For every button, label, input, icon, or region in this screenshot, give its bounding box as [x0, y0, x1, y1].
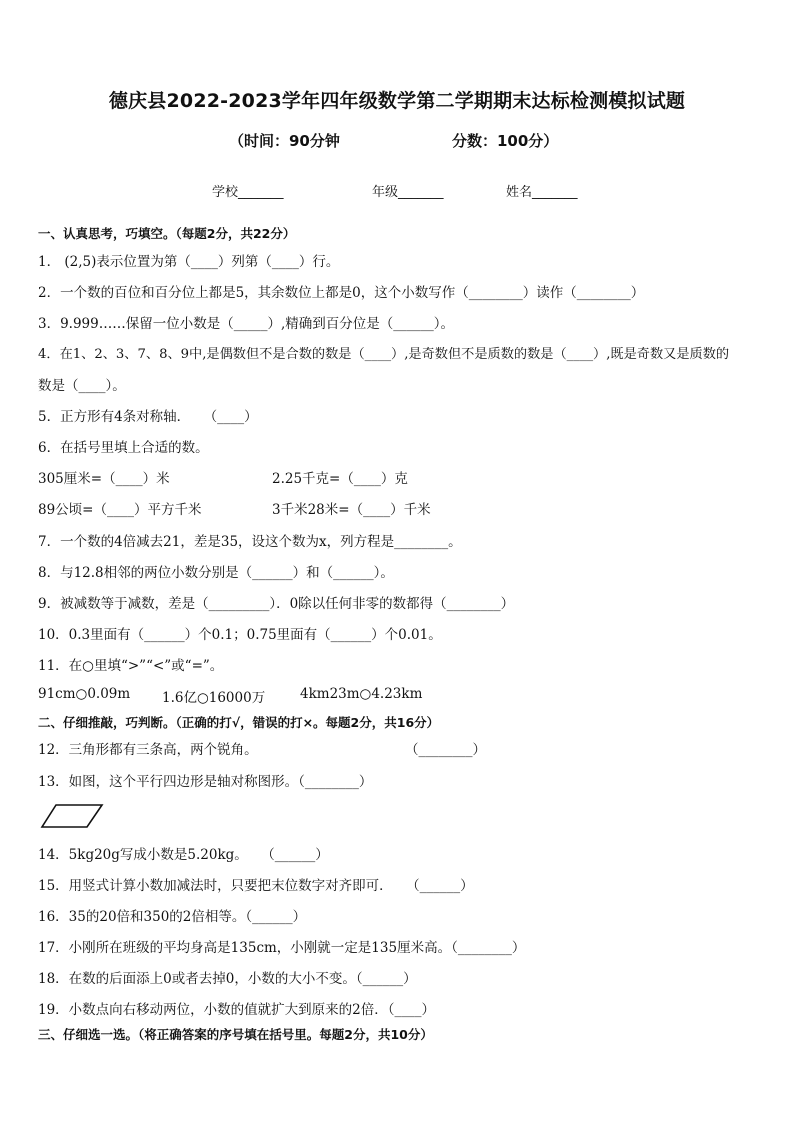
section-3-heading: 三、仔细选一选。（将正确答案的序号填在括号里。每题2分，共10分）	[38, 1027, 433, 1042]
name-field: 姓名_______	[506, 185, 578, 200]
question-4-continued: 数是（____）。	[38, 378, 126, 394]
question-11-part-a: 91cm○0.09m	[38, 686, 131, 702]
question-8: 8．与12.8相邻的两位小数分别是（______）和（______）。	[38, 565, 394, 581]
exam-score: 分数：100分）	[452, 132, 559, 150]
question-6: 6．在括号里填上合适的数。	[38, 440, 209, 456]
question-16: 16．35的20倍和350的2倍相等。（______）	[38, 909, 307, 925]
question-5: 5．正方形有4条对称轴． （____）	[38, 409, 258, 425]
question-11-part-b: 1.6亿○16000万	[162, 690, 266, 706]
question-6-part-d: 3千米28米=（____）千米	[272, 502, 431, 518]
question-17: 17．小刚所在班级的平均身高是135cm，小刚就一定是135厘米高。（________）	[38, 940, 526, 956]
question-4: 4．在1、2、3、7、8、9中,是偶数但不是合数的数是（____）,是奇数但不是质数的数是（____）,既是奇数又是质数的	[38, 347, 730, 362]
parallelogram-figure	[40, 803, 104, 829]
question-13: 13．如图，这个平行四边形是轴对称图形。（________）	[38, 774, 373, 790]
question-6-part-b: 2.25千克=（____）克	[272, 471, 408, 487]
section-2-heading: 二、仔细推敲，巧判断。（正确的打√，错误的打×。每题2分，共16分）	[38, 715, 440, 730]
question-11: 11．在○里填“>”“<”或“=”。	[38, 658, 224, 674]
question-6-part-c: 89公顷=（____）平方千米	[38, 502, 202, 518]
exam-time: （时间：90分钟	[229, 132, 340, 150]
question-19: 19．小数点向右移动两位，小数的值就扩大到原来的2倍．（____）	[38, 1002, 436, 1018]
question-7: 7．一个数的4倍减去21，差是35，设这个数为x，列方程是________。	[38, 534, 462, 550]
question-9: 9．被减数等于减数，差是（_________）．0除以任何非零的数都得（________）	[38, 596, 515, 612]
question-18: 18．在数的后面添上0或者去掉0，小数的大小不变。（______）	[38, 971, 417, 987]
question-1: 1． (2,5)表示位置为第（____）列第（____）行。	[38, 254, 340, 270]
question-12-blank: （________）	[405, 742, 486, 758]
question-12: 12．三角形都有三条高，两个锐角。	[38, 742, 258, 758]
question-11-part-c: 4km23m○4.23km	[300, 686, 423, 702]
page-title: 德庆县2022-2023学年四年级数学第二学期期末达标检测模拟试题	[108, 90, 686, 112]
grade-field: 年级_______	[372, 185, 444, 200]
question-14: 14．5kg20g写成小数是5.20kg。 （______）	[38, 847, 329, 863]
section-1-heading: 一、认真思考，巧填空。（每题2分，共22分）	[38, 226, 296, 241]
question-2: 2．一个数的百位和百分位上都是5，其余数位上都是0，这个小数写作（________）读作（________）	[38, 285, 645, 301]
school-field: 学校_______	[212, 185, 284, 200]
question-15: 15．用竖式计算小数加减法时，只要把末位数字对齐即可． （______）	[38, 878, 474, 894]
question-3: 3．9.999……保留一位小数是（_____）,精确到百分位是（______）。	[38, 316, 455, 332]
question-10: 10．0.3里面有（______）个0.1；0.75里面有（______）个0.01。	[38, 627, 442, 643]
question-6-part-a: 305厘米=（____）米	[38, 471, 170, 487]
